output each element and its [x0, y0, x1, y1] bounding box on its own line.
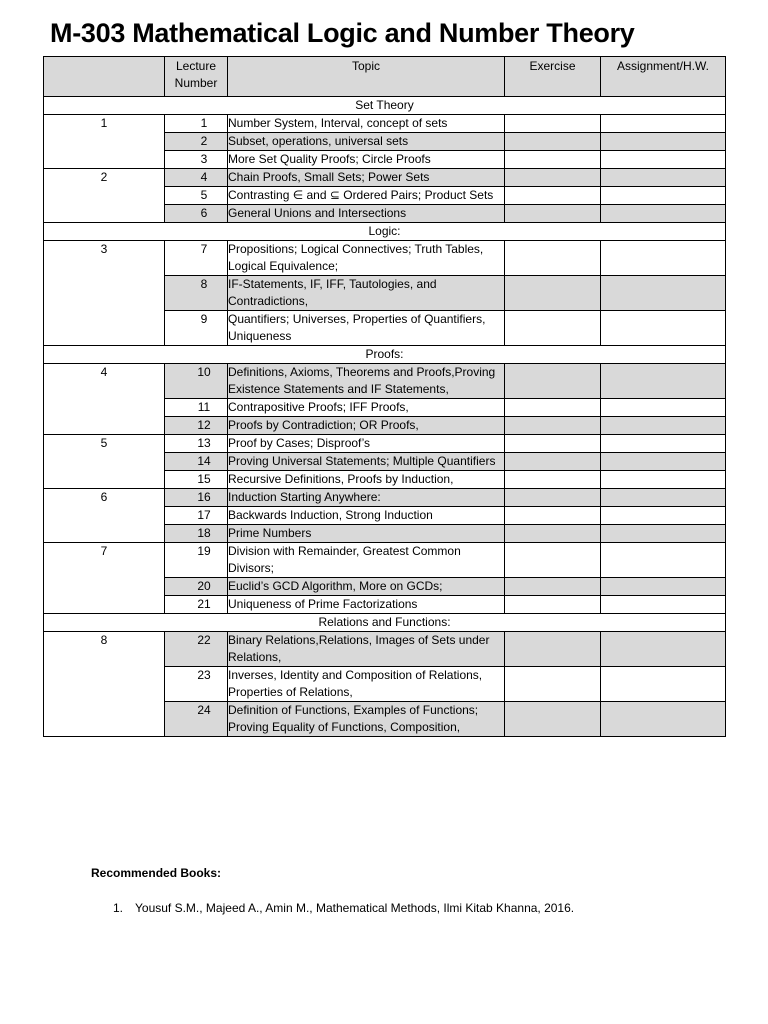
assignment-cell	[601, 489, 726, 507]
exercise-cell	[505, 364, 601, 399]
assignment-cell	[601, 417, 726, 435]
exercise-cell	[505, 453, 601, 471]
lecture-number-cell	[165, 525, 228, 543]
assignment-cell	[601, 364, 726, 399]
exercise-cell	[505, 133, 601, 151]
lecture-number: 18	[197, 526, 211, 540]
exercise-cell	[505, 399, 601, 417]
section-heading: Logic:	[44, 223, 726, 241]
lecture-row	[44, 489, 726, 507]
lecture-number: 9	[200, 312, 208, 326]
lecture-number: 20	[197, 579, 211, 593]
week-number: 5	[44, 435, 165, 489]
lecture-number: 10	[197, 365, 211, 379]
lecture-topic: Euclid’s GCD Algorithm, More on GCDs;	[228, 578, 505, 596]
lecture-row	[44, 632, 726, 667]
exercise-cell	[505, 276, 601, 311]
exercise-cell	[505, 187, 601, 205]
lecture-row	[44, 115, 726, 133]
lecture-row	[44, 435, 726, 453]
lecture-number: 2	[200, 134, 208, 148]
header-lecture-line2: Number	[174, 76, 218, 90]
exercise-cell	[505, 525, 601, 543]
header-lecture-line1: Lecture	[175, 59, 217, 73]
recommended-books-list	[113, 901, 574, 915]
lecture-number-cell	[165, 632, 228, 667]
assignment-cell	[601, 471, 726, 489]
lecture-number-cell	[165, 543, 228, 578]
lecture-topic: IF-Statements, IF, IFF, Tautologies, and Contradictions,	[228, 276, 505, 311]
header-topic: Topic	[228, 57, 505, 97]
assignment-cell	[601, 241, 726, 276]
lecture-number-cell	[165, 453, 228, 471]
lecture-row	[44, 364, 726, 399]
lecture-number: 3	[200, 152, 208, 166]
lecture-topic: Recursive Definitions, Proofs by Induction,	[228, 471, 505, 489]
section-row	[44, 346, 726, 364]
lecture-topic: Binary Relations,Relations, Images of Sets under Relations,	[228, 632, 505, 667]
lecture-number-cell	[165, 205, 228, 223]
lecture-number-cell	[165, 578, 228, 596]
book-item	[113, 901, 574, 915]
schedule-body	[44, 97, 726, 737]
exercise-cell	[505, 169, 601, 187]
header-assignment: Assignment/H.W.	[601, 57, 726, 97]
exercise-cell	[505, 632, 601, 667]
assignment-cell	[601, 133, 726, 151]
lecture-number-cell	[165, 399, 228, 417]
assignment-cell	[601, 702, 726, 737]
lecture-topic: Definitions, Axioms, Theorems and Proofs,Proving Existence Statements and IF Statements,	[228, 364, 505, 399]
lecture-number-cell	[165, 596, 228, 614]
lecture-number: 19	[197, 544, 211, 558]
lecture-topic: Contrasting ∈ and ⊆ Ordered Pairs; Product Sets	[228, 187, 505, 205]
exercise-cell	[505, 435, 601, 453]
lecture-topic: Prime Numbers	[228, 525, 505, 543]
exercise-cell	[505, 311, 601, 346]
lecture-number-cell	[165, 364, 228, 399]
lecture-topic: Backwards Induction, Strong Induction	[228, 507, 505, 525]
lecture-number: 16	[197, 490, 211, 504]
assignment-cell	[601, 632, 726, 667]
course-schedule-table	[43, 56, 726, 737]
lecture-number-cell	[165, 151, 228, 169]
exercise-cell	[505, 205, 601, 223]
assignment-cell	[601, 151, 726, 169]
lecture-topic: Proof by Cases; Disproof’s	[228, 435, 505, 453]
assignment-cell	[601, 169, 726, 187]
assignment-cell	[601, 525, 726, 543]
assignment-cell	[601, 205, 726, 223]
lecture-number: 11	[197, 400, 211, 414]
section-heading: Set Theory	[44, 97, 726, 115]
assignment-cell	[601, 435, 726, 453]
lecture-number: 21	[197, 597, 211, 611]
lecture-number: 4	[200, 170, 208, 184]
lecture-topic: Proving Universal Statements; Multiple Quantifiers	[228, 453, 505, 471]
assignment-cell	[601, 667, 726, 702]
exercise-cell	[505, 489, 601, 507]
section-row	[44, 614, 726, 632]
lecture-number: 8	[200, 277, 208, 291]
header-week	[44, 57, 165, 97]
week-number: 4	[44, 364, 165, 435]
exercise-cell	[505, 151, 601, 169]
lecture-number: 12	[197, 418, 211, 432]
exercise-cell	[505, 507, 601, 525]
lecture-number-cell	[165, 311, 228, 346]
lecture-number: 23	[197, 668, 211, 682]
lecture-number: 13	[197, 436, 211, 450]
assignment-cell	[601, 187, 726, 205]
assignment-cell	[601, 399, 726, 417]
lecture-row	[44, 241, 726, 276]
section-heading: Relations and Functions:	[44, 614, 726, 632]
lecture-number-cell	[165, 471, 228, 489]
assignment-cell	[601, 578, 726, 596]
lecture-row	[44, 169, 726, 187]
book-item-marker: 1.	[113, 901, 124, 915]
header-lecture-number	[165, 57, 228, 97]
recommended-books-heading: Recommended Books:	[91, 866, 222, 880]
lecture-number-cell	[165, 115, 228, 133]
week-number: 7	[44, 543, 165, 614]
lecture-topic: Chain Proofs, Small Sets; Power Sets	[228, 169, 505, 187]
exercise-cell	[505, 417, 601, 435]
assignment-cell	[601, 115, 726, 133]
lecture-topic: More Set Quality Proofs; Circle Proofs	[228, 151, 505, 169]
exercise-cell	[505, 115, 601, 133]
assignment-cell	[601, 311, 726, 346]
lecture-topic: General Unions and Intersections	[228, 205, 505, 223]
exercise-cell	[505, 543, 601, 578]
section-heading: Proofs:	[44, 346, 726, 364]
lecture-topic: Division with Remainder, Greatest Common Divisors;	[228, 543, 505, 578]
exercise-cell	[505, 471, 601, 489]
exercise-cell	[505, 596, 601, 614]
lecture-topic: Subset, operations, universal sets	[228, 133, 505, 151]
book-item-text: Yousuf S.M., Majeed A., Amin M., Mathematical Methods, Ilmi Kitab Khanna, 2016.	[135, 901, 575, 915]
lecture-number-cell	[165, 187, 228, 205]
lecture-number: 6	[200, 206, 208, 220]
lecture-row	[44, 543, 726, 578]
lecture-number-cell	[165, 702, 228, 737]
lecture-topic: Quantifiers; Universes, Properties of Quantifiers, Uniqueness	[228, 311, 505, 346]
lecture-number-cell	[165, 507, 228, 525]
exercise-cell	[505, 667, 601, 702]
lecture-number-cell	[165, 276, 228, 311]
week-number: 6	[44, 489, 165, 543]
lecture-number-cell	[165, 241, 228, 276]
lecture-number-cell	[165, 169, 228, 187]
week-number: 8	[44, 632, 165, 737]
lecture-topic: Propositions; Logical Connectives; Truth Tables, Logical Equivalence;	[228, 241, 505, 276]
exercise-cell	[505, 702, 601, 737]
lecture-topic: Number System, Interval, concept of sets	[228, 115, 505, 133]
lecture-number-cell	[165, 133, 228, 151]
lecture-topic: Contrapositive Proofs; IFF Proofs,	[228, 399, 505, 417]
week-number: 3	[44, 241, 165, 346]
lecture-topic: Definition of Functions, Examples of Functions; Proving Equality of Functions, Composition,	[228, 702, 505, 737]
lecture-topic: Proofs by Contradiction; OR Proofs,	[228, 417, 505, 435]
lecture-number-cell	[165, 417, 228, 435]
lecture-topic: Uniqueness of Prime Factorizations	[228, 596, 505, 614]
lecture-number: 1	[200, 116, 208, 130]
assignment-cell	[601, 596, 726, 614]
table-header-row	[44, 57, 726, 97]
assignment-cell	[601, 507, 726, 525]
lecture-topic: Induction Starting Anywhere:	[228, 489, 505, 507]
section-row	[44, 223, 726, 241]
lecture-topic: Inverses, Identity and Composition of Relations, Properties of Relations,	[228, 667, 505, 702]
assignment-cell	[601, 276, 726, 311]
assignment-cell	[601, 453, 726, 471]
lecture-number-cell	[165, 435, 228, 453]
lecture-number: 17	[197, 508, 211, 522]
header-exercise: Exercise	[505, 57, 601, 97]
page-title: M-303 Mathematical Logic and Number Theory	[50, 18, 635, 48]
lecture-number: 5	[200, 188, 208, 202]
lecture-number: 14	[197, 454, 211, 468]
exercise-cell	[505, 578, 601, 596]
lecture-number: 7	[200, 242, 208, 256]
lecture-number-cell	[165, 489, 228, 507]
assignment-cell	[601, 543, 726, 578]
lecture-number: 15	[197, 472, 211, 486]
lecture-number: 22	[197, 633, 211, 647]
lecture-number-cell	[165, 667, 228, 702]
lecture-number: 24	[197, 703, 211, 717]
week-number: 1	[44, 115, 165, 169]
section-row	[44, 97, 726, 115]
exercise-cell	[505, 241, 601, 276]
week-number: 2	[44, 169, 165, 223]
